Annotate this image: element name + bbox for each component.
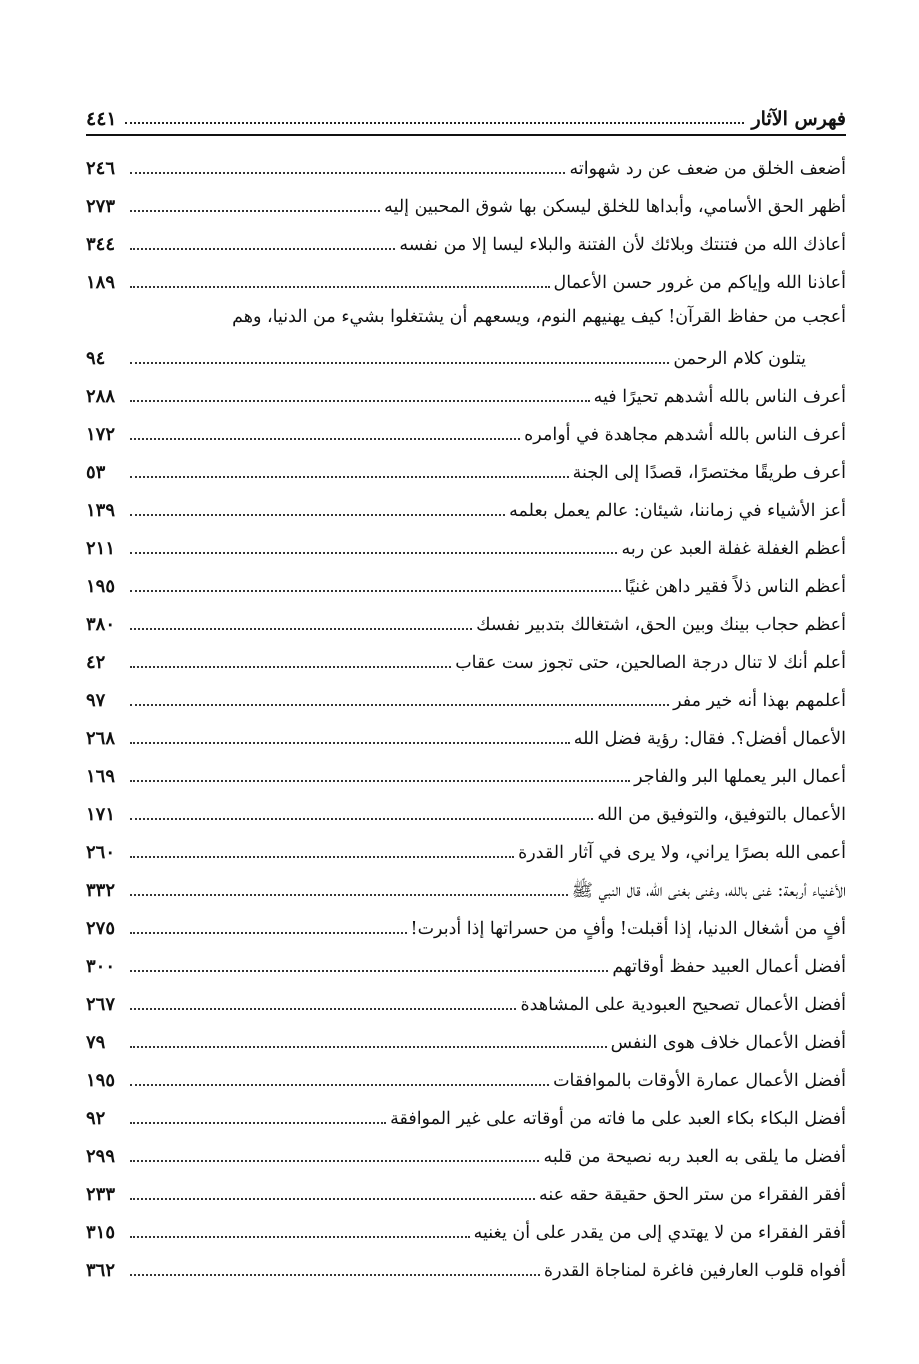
index-entry <box>86 368 846 406</box>
entry-text: أفضل الأعمال خلاف هوى النفس <box>610 1032 846 1053</box>
entry-page-number: ١٣٩ <box>86 500 116 521</box>
entry-page-number: ١٦٩ <box>86 766 116 787</box>
entry-page-number: ٢٩٩ <box>86 1146 116 1167</box>
entry-page-number: ٣٤٤ <box>86 234 116 255</box>
leader-dots <box>130 1274 540 1276</box>
entry-page-number: ٩٢ <box>86 1108 106 1129</box>
leader-dots <box>130 1084 549 1086</box>
leader-dots <box>130 400 590 402</box>
entry-text: أعاذك الله من فتنتك وبلائك لأن الفتنة والبلاء ليسا إلا من نفسه <box>399 234 846 255</box>
entry-text: أعمال البر يعملها البر والفاجر <box>634 766 846 787</box>
leader-dots <box>130 476 569 478</box>
index-entry <box>86 976 846 1014</box>
entry-text: أفقر الفقراء من ستر الحق حقيقة حقه عنه <box>538 1184 846 1205</box>
entry-text: أعجب من حفاظ القرآن! كيف يهنيهم النوم، ويسعهم أن يشتغلوا بشيء من الدنيا، وهم <box>232 306 846 327</box>
leader-dots <box>130 932 407 934</box>
entry-page-number: ٢٦٧ <box>86 994 116 1015</box>
entry-page-number: ٣١٥ <box>86 1222 116 1243</box>
entry-page-number: ٣٣٢ <box>86 880 116 901</box>
index-entry <box>86 406 846 444</box>
entry-page-number: ٣٦٢ <box>86 1260 116 1281</box>
entry-text: أظهر الحق الأسامي، وأبداها للخلق ليسكن بها شوق المحبين إليه <box>384 196 846 217</box>
leader-dots <box>130 1236 470 1238</box>
index-entry <box>86 596 846 634</box>
entry-text: أفضل البكاء بكاء العبد على ما فاته من أوقاته على غير الموافقة <box>390 1108 846 1129</box>
index-entry <box>86 1204 846 1242</box>
leader-dots <box>130 666 451 668</box>
entry-page-number: ١٧٢ <box>86 424 116 445</box>
entry-text: أعرف الناس بالله أشدهم مجاهدة في أوامره <box>524 424 846 445</box>
entry-text: أفضل الأعمال تصحيح العبودية على المشاهدة <box>520 994 846 1015</box>
leader-dots <box>130 514 505 516</box>
entry-page-number: ٣٠٠ <box>86 956 116 977</box>
entry-text: أعاذنا الله وإياكم من غرور حسن الأعمال <box>553 272 846 293</box>
index-entry <box>86 1014 846 1052</box>
leader-dots <box>130 628 472 630</box>
entry-page-number: ٧٩ <box>86 1032 106 1053</box>
index-entry <box>86 1166 846 1204</box>
index-entry <box>86 748 846 786</box>
index-entry <box>86 938 846 976</box>
entry-page-number: ١٩٥ <box>86 576 116 597</box>
index-entry <box>86 862 846 900</box>
entry-text: أعرف الناس بالله أشدهم تحيرًا فيه <box>593 386 846 407</box>
index-entry <box>86 1242 846 1280</box>
index-entry <box>86 558 846 596</box>
entry-page-number: ٢٤٦ <box>86 158 116 179</box>
entry-page-number: ١٩٥ <box>86 1070 116 1091</box>
entry-text: أعظم الناس ذلاً فقير داهن غنيًا <box>624 576 846 597</box>
entry-text-continued: يتلون كلام الرحمن <box>673 348 806 369</box>
entry-page-number: ٢٦٠ <box>86 842 116 863</box>
index-entries <box>86 140 846 1280</box>
entry-page-number: ٢١١ <box>86 538 116 559</box>
leader-dots <box>130 742 570 744</box>
leader-dots <box>130 780 630 782</box>
index-entry <box>86 444 846 482</box>
index-entry <box>86 292 846 368</box>
entry-text: أفضل أعمال العبيد حفظ أوقاتهم <box>612 956 846 977</box>
leader-dots <box>130 1122 386 1124</box>
entry-text: أفقر الفقراء من لا يهتدي إلى من يقدر على أن يغنيه <box>473 1222 846 1243</box>
entry-text: أعلمهم بهذا أنه خير مفر <box>673 690 846 711</box>
index-entry <box>86 824 846 862</box>
leader-dots <box>130 362 669 364</box>
leader-dots <box>130 856 514 858</box>
leader-dots <box>130 1008 516 1010</box>
leader-dots <box>125 122 744 124</box>
entry-page-number: ٤٢ <box>86 652 106 673</box>
leader-dots <box>130 286 550 288</box>
entry-page-number: ٣٨٠ <box>86 614 116 635</box>
index-entry <box>86 900 846 938</box>
index-entry <box>86 634 846 672</box>
leader-dots <box>130 438 520 440</box>
index-entry <box>86 178 846 216</box>
leader-dots <box>130 1198 535 1200</box>
header-page-number: ٤٤١ <box>86 108 117 130</box>
entry-text: الأعمال بالتوفيق، والتوفيق من الله <box>597 804 846 825</box>
entry-page-number: ١٧١ <box>86 804 116 825</box>
leader-dots <box>130 1046 607 1048</box>
index-entry <box>86 254 846 292</box>
entry-text: أعلم أنك لا تنال درجة الصالحين، حتى تجوز ست عقاب <box>455 652 846 673</box>
entry-text: أعظم الغفلة غفلة العبد عن ربه <box>621 538 846 559</box>
entry-page-number: ٥٣ <box>86 462 106 483</box>
leader-dots <box>130 818 593 820</box>
leader-dots <box>130 172 565 174</box>
page-header <box>86 96 846 136</box>
leader-dots <box>130 590 621 592</box>
section-title: فهرس الآثار <box>751 108 846 130</box>
leader-dots <box>130 704 669 706</box>
leader-dots <box>130 970 608 972</box>
entry-text: أفضل الأعمال عمارة الأوقات بالموافقات <box>553 1070 846 1091</box>
entry-page-number: ٢٦٨ <box>86 728 116 749</box>
entry-page-number: ٢٣٣ <box>86 1184 116 1205</box>
entry-text: أضعف الخلق من ضعف عن رد شهواته <box>569 158 846 179</box>
entry-text: أعز الأشياء في زماننا، شيئان: عالم يعمل بعلمه <box>509 500 846 521</box>
leader-dots <box>130 894 568 896</box>
entry-text: الأعمال أفضل؟. فقال: رؤية فضل الله <box>573 728 846 749</box>
entry-page-number: ٩٧ <box>86 690 106 711</box>
index-entry <box>86 672 846 710</box>
entry-page-number: ٩٤ <box>86 348 106 369</box>
index-entry <box>86 1052 846 1090</box>
index-entry <box>86 482 846 520</box>
entry-text: الأغنياء أربعة: غنى بالله، وغنى بغنى الله، قال النبي ﷺ <box>571 880 846 901</box>
entry-text: أفضل ما يلقى به العبد ربه نصيحة من قلبه <box>543 1146 846 1167</box>
index-entry <box>86 710 846 748</box>
entry-text: أعظم حجاب بينك وبين الحق، اشتغالك بتدبير نفسك <box>476 614 846 635</box>
entry-text: أعمى الله بصرًا يراني، ولا يرى في آثار القدرة <box>518 842 846 863</box>
entry-page-number: ٢٧٥ <box>86 918 116 939</box>
leader-dots <box>130 210 380 212</box>
index-entry <box>86 1128 846 1166</box>
leader-dots <box>130 1160 539 1162</box>
entry-page-number: ١٨٩ <box>86 272 116 293</box>
index-entry <box>86 140 846 178</box>
entry-page-number: ٢٨٨ <box>86 386 116 407</box>
index-entry <box>86 216 846 254</box>
leader-dots <box>130 552 617 554</box>
entry-text: أعرف طريقًا مختصرًا، قصدًا إلى الجنة <box>572 462 846 483</box>
entry-text: أفواه قلوب العارفين فاغرة لمناجاة القدرة <box>543 1260 846 1281</box>
entry-text: أفٍ من أشغال الدنيا، إذا أقبلت! وأفٍ من حسراتها إذا أدبرت! <box>410 918 846 939</box>
index-entry <box>86 1090 846 1128</box>
index-entry <box>86 520 846 558</box>
index-entry <box>86 786 846 824</box>
leader-dots <box>130 248 395 250</box>
entry-page-number: ٢٧٣ <box>86 196 116 217</box>
